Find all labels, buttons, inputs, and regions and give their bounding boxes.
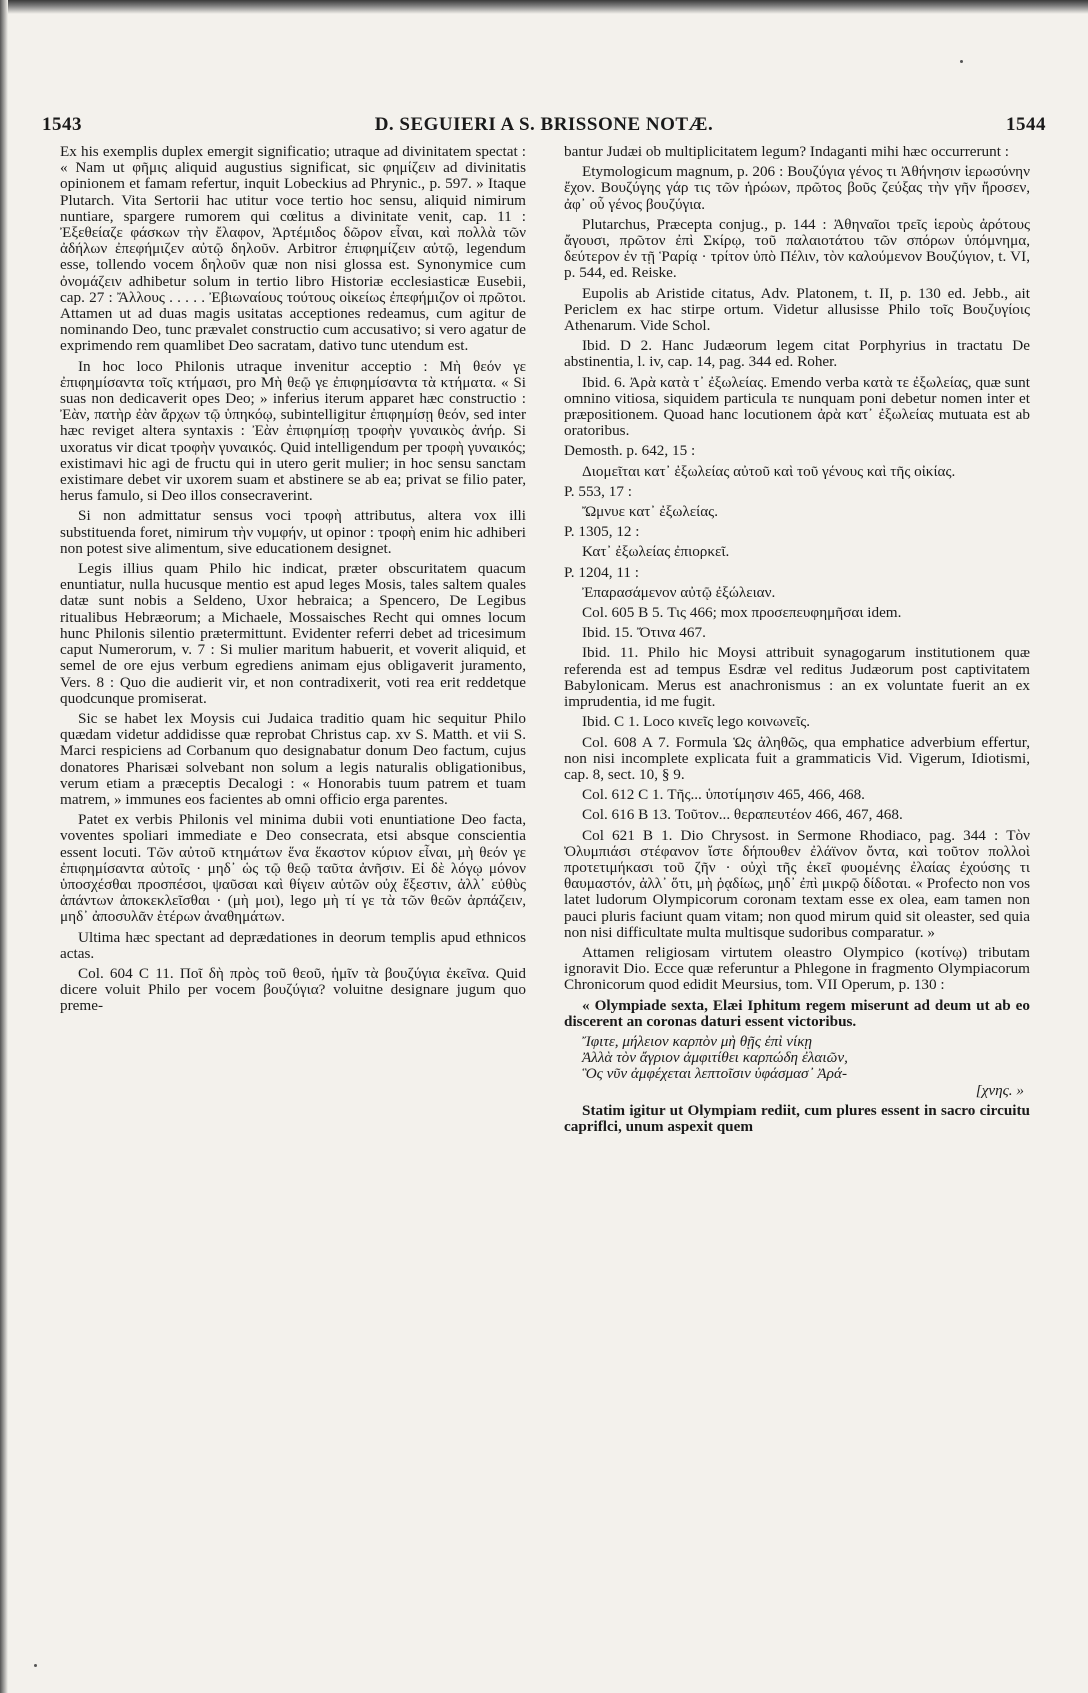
running-title: D. SEGUIERI A S. BRISSONE NOTÆ. <box>374 114 714 135</box>
right-column <box>564 144 1030 1674</box>
paragraph: Ibid. D 2. Hanc Judæorum legem citat Porphyrius in tractatu De abstinentia, l. iv, cap. 14, pag. 344 ed. Roher. <box>564 337 1030 371</box>
poem-line: Ἀλλὰ τὸν ἄγριον ἀμφιτίθει καρπώδη ἐλαιῶν, <box>582 1049 848 1067</box>
paragraph: Col. 605 B 5. Τις 466; mox προσεπευφημῆσαι idem. <box>582 604 902 622</box>
citation: P. 1305, 12 : <box>564 523 640 541</box>
scan-speck <box>960 60 963 63</box>
paragraph: Si non admittatur sensus voci τροφὴ attributus, altera vox illi substituenda foret, nimirum τὴν νυμφήν, ut opinor : τροφὴ enim hic adhiberi non potest sive alimentum, sive educationem designet. <box>60 507 526 557</box>
paragraph: Ibid. 6. Ἀρὰ κατὰ τ᾽ ἐξωλείας. Emendo verba κατὰ τε ἐξωλείας, quæ sunt omnino vitiosa, siquidem particula τε nunquam poni debetur nomen inter et præpositionem. Quoad hanc locutionem ἀρὰ κατ᾽ ἐξωλείας mutuata est ab oratoribus. <box>564 373 1030 440</box>
paragraph: In hoc loco Philonis utraque invenitur acceptio : Μὴ θεόν γε ἐπιφημίσαντα τοῖς κτήμασι, pro Μὴ θεῷ γε ἐπιφημίσαντα τὰ κτήματα. « Si suas non dedicaverit opes Deo; » inferius iterum apparet hæc constructio : Ἐὰν, πατὴρ ἐὰν ἄρχων τῷ ὑπηκόῳ, subintelligitur ἐπιφημίσῃ θεόν, sed inter hæc reviget altera syntaxis : Ἐὰν ἐπιφημίσῃ τροφὴν γυναικὸς ἀνήρ. Si uxoratus vir dicat τροφὴν γυναικός. Quid intelligendum per τροφὴ γυναικός; existimavi hic agi de fructu qui in utero gerit mulier; in hoc sensu sanctam existimare debet vir uxorem suam et abstinere se ab ea; privat se filio pater, herus famulo, si Deo illos consecraverint. <box>60 357 526 505</box>
citation: P. 1204, 11 : <box>564 563 639 581</box>
citation: Demosth. p. 642, 15 : <box>564 442 696 460</box>
page-number-left: 1543 <box>42 114 82 135</box>
citation: P. 553, 17 : <box>564 482 632 500</box>
poem-line: Ἴφιτε, μήλειον καρπὸν μὴ θῇς ἐπὶ νίκῃ <box>582 1032 813 1050</box>
poem-line: [χνης. » <box>975 1081 1024 1099</box>
quotation: Ὤμνυε κατ᾽ ἐξωλείας. <box>582 503 718 521</box>
page-number-right: 1544 <box>1006 114 1046 135</box>
paragraph: Patet ex verbis Philonis vel minima dubii voti enuntiatione Deo facta, voventes spoliari immediate e Deo consecrata, etsi absque conscientia essent locuti. Τῶν αὐτοῦ κτημάτων ἕνα ἕκαστον κύριον εἶναι, μὴ θεόν γε ἐπιφημίσαντα αὐτοῖς · μηδ᾽ ὡς τῷ θεῷ ταῦτα ἀνῆσιν. Εἰ δὲ λόγῳ μόνον ὑποσχέσθαι προσπέσοι, ψαῦσαι καὶ θίγειν αὐτῶν οὐχ ἔξεστιν, ἀλλ᾽ εὐθὺς ἁπάντων ἀποκεκλεῖσθαι · (μὴ μοι), lego μὴ τί γε τὰ τῶν θεῶν ἁρπάζειν, μηδ᾽ ἀποσυλᾶν ἑτέρων ἀναθημάτων. <box>60 811 526 926</box>
scan-edge-left <box>0 0 8 1693</box>
paragraph: Col. 612 C 1. Τῆς... ὑποτίμησιν 465, 466, 468. <box>582 786 865 804</box>
scan-edge-top <box>0 0 1088 14</box>
paragraph: bantur Judæi ob multiplicitatem legum? Indaganti mihi hæc occurrerunt : <box>564 144 1009 160</box>
paragraph: Sic se habet lex Moysis cui Judaica traditio quam hic sequitur Philo quædam videtur addidisse quæ reprobat Christus cap. xv S. Matth. et vii S. Marci respiciens ad Corbanum quo designabatur donum Deo factum, cujus donatores Pharisæi solvebant non solum a legis naturalis obligationibus, verum etiam a præceptis Decalogi : « Honorabis tuum patrem et tuam matrem, » immunes eos facientes ab omni officio erga parentes. <box>60 709 526 808</box>
paragraph: Col. 616 B 13. Τοῦτον... θεραπευτέον 466, 467, 468. <box>582 806 903 824</box>
paragraph: Attamen religiosam virtutem oleastro Olympico (κοτίνῳ) tributam ignoravit Dio. Ecce quæ referuntur a Phlegone in fragmento Olympiacorum Chronicorum quod edidit Meursius, tom. VII Operum, p. 130 : <box>564 943 1030 994</box>
paragraph: Ibid. 11. Philo hic Moysi attribuit synagogarum institutionem quæ referenda est ad tempus Esdræ vel reditus Judæorum post captivitatem Babylonicam. Merus est anachronismus : an ex voluntate fuerit an ex imprudentia, id me fugit. <box>564 644 1030 711</box>
paragraph: Etymologicum magnum, p. 206 : Βουζύγια γένος τι Ἀθήνησιν ἱερωσύνην ἔχον. Βουζύγης γάρ τις τῶν ἡρώων, πρῶτος βοῦς ζεύξας τὴν γῆν ἤροσεν, ἀφ᾽ οὗ γένος βουζύγια. <box>564 163 1030 213</box>
paragraph: Eupolis ab Aristide citatus, Adv. Platonem, t. II, p. 130 ed. Jebb., ait Periclem ex hac stirpe ortum. Videtur allusisse Philo τοῖς Βουζυγίοις Athenarum. Vide Schol. <box>564 284 1030 335</box>
paragraph: Ibid. 15. Ὄτινα 467. <box>582 624 706 642</box>
paragraph: « Olympiade sexta, Elæi Iphitum regem miserunt ad deum ut ab eo discerent an coronas daturi essent victoribus. <box>564 996 1030 1030</box>
paragraph: Plutarchus, Præcepta conjug., p. 144 : Ἀθηναῖοι τρεῖς ἱεροὺς ἀρότους ἄγουσι, πρῶτον ἐπὶ Σκίρῳ, τοῦ παλαιοτάτου τῶν σπόρων ὑπόμνημα, δεύτερον ἐν τῇ Ῥαρίᾳ · τρίτον ὑπὸ Πέλιν, τὸν καλούμενον Βουζύγιον, t. VI, p. 544, ed. Reiske. <box>564 215 1030 282</box>
paragraph: Col. 608 A 7. Formula Ὡς ἀληθῶς, qua emphatice adverbium effertur, non nisi incomplete explicata fuit a grammaticis Vid. Vigerum, Idiotismi, cap. 8, sect. 10, § 9. <box>564 733 1030 783</box>
paragraph: Legis illius quam Philo hic indicat, præter obscuritatem quacum enuntiatur, nulla hucusque mentio est apud leges Mosis, tales saltem quales datæ sunt nobis a Seldeno, Uxor hebraica; a Spencero, De Legibus ritualibus Hebræorum; a Michaele, Mossaisches Recht qui omnes locum hunc Philonis silentio prætermittunt. Evidenter referri debet ad tricesimum caput Numerorum, v. 7 : Si mulier maritum habuerit, et voverit aliquid, et semel de ore ejus verbum egrediens animam ejus obligaverit juramento, Vers. 8 : Quo die audierit vir, et non contradixerit, voti rea erit reddetque quodcunque promiserat. <box>60 560 526 707</box>
left-column <box>60 144 526 1674</box>
quotation: Κατ᾽ ἐξωλείας ἐπιορκεῖ. <box>582 543 730 561</box>
paragraph: Col 621 B 1. Dio Chrysost. in Sermone Rhodiaco, pag. 344 : Τὸν Ὀλυμπιάσι στέφανον ἴστε δήπουθεν ἐλάϊνον ὄντα, καὶ τοῦτον πολλοὶ προτετιμήκασι τοῦ ζῆν · οὐχὶ τῆς ἐκεῖ φυομένης ἐλαίας ἐχούσης τι θαυμαστόν, ἀλλ᾽ ὅτι, μὴ ῥᾳδίως, μηδ᾽ ἐπὶ μικρῷ δίδοται. « Profecto non vos latet ludorum Olympicorum coronam textam esse ex olea, eam tamen non pauci pluris faciunt quam vitam; non quod mirum quid sit oleaster, sed quia non nisi difficultate multa multisque sudoribus comparatur. » <box>564 826 1030 941</box>
poem-line: Ὃς νῦν ἀμφέχεται λεπτοῖσιν ὑφάσμασ᾽ Ἀρά- <box>582 1065 847 1083</box>
quotation: Ἐπαρασάμενον αὐτῷ ἐξώλειαν. <box>582 583 776 601</box>
paragraph: Ibid. C 1. Loco κινεῖς lego κοινωνεῖς. <box>582 713 811 731</box>
paragraph: Statim igitur ut Olympiam rediit, cum plures essent in sacro circuitu capriflci, unum aspexit quem <box>564 1101 1030 1135</box>
scan-speck <box>34 1664 37 1667</box>
paragraph: Ultima hæc spectant ad deprædationes in deorum templis apud ethnicos actas. <box>60 928 526 962</box>
running-header <box>42 114 1046 144</box>
quotation: Διομεῖται κατ᾽ ἐξωλείας αὐτοῦ καὶ τοῦ γένους καὶ τῆς οἰκίας. <box>582 462 956 480</box>
paragraph: Col. 604 C 11. Ποῖ δὴ πρὸς τοῦ θεοῦ, ἡμῖν τὰ βουζύγια ἐκεῖνα. Quid dicere voluit Philo per vocem βουζύγια? voluitne designare jugum quo preme- <box>60 964 526 1015</box>
paragraph: Ex his exemplis duplex emergit significatio; utraque ad divinitatem spectat : « Nam ut φῆμις aliquid augustius significat, sic φημίζειν ad divinitatis opinionem et famam refertur, inquit Lobeckius ad Phrynic., p. 597. » Itaque Plutarch. Vita Sertorii hac utitur voce tertio hoc sensu, aliquid nimirum nuntiare, spargere rumorem qui cœlitus a divinitate venit, cap. 11 : Ἐξεθείαζε φάσκων τὴν ἔλαφον, Ἀρτέμιδος δῶρον εἶναι, καὶ πολλὰ τῶν ἀδήλων ἐπεφήμιζεν αὐτῷ δηλοῦν. Arbitror ἐπιφημίζειν αὐτῷ, legendum esse, tollendo vocem δηλοῦν quæ non nisi glossa est. Synonymice cum ὀνομάζειν adhibetur solum in tertio libro Historiæ ecclesiasticæ Eusebii, cap. 27 : Ἄλλους . . . . . Ἐβιωναίους τούτους οἰκείως ἐπεφήμιζον οἱ πρῶτοι. Attamen ut ad duas magis usitatas acceptiones redeamus, cum agitur de nominando Deo, tunc prævalet constructio cum accusativo; si vero agatur de exprimendo rem quamlibet Deo sacratam, dativo tunc utendum est. <box>60 144 526 355</box>
